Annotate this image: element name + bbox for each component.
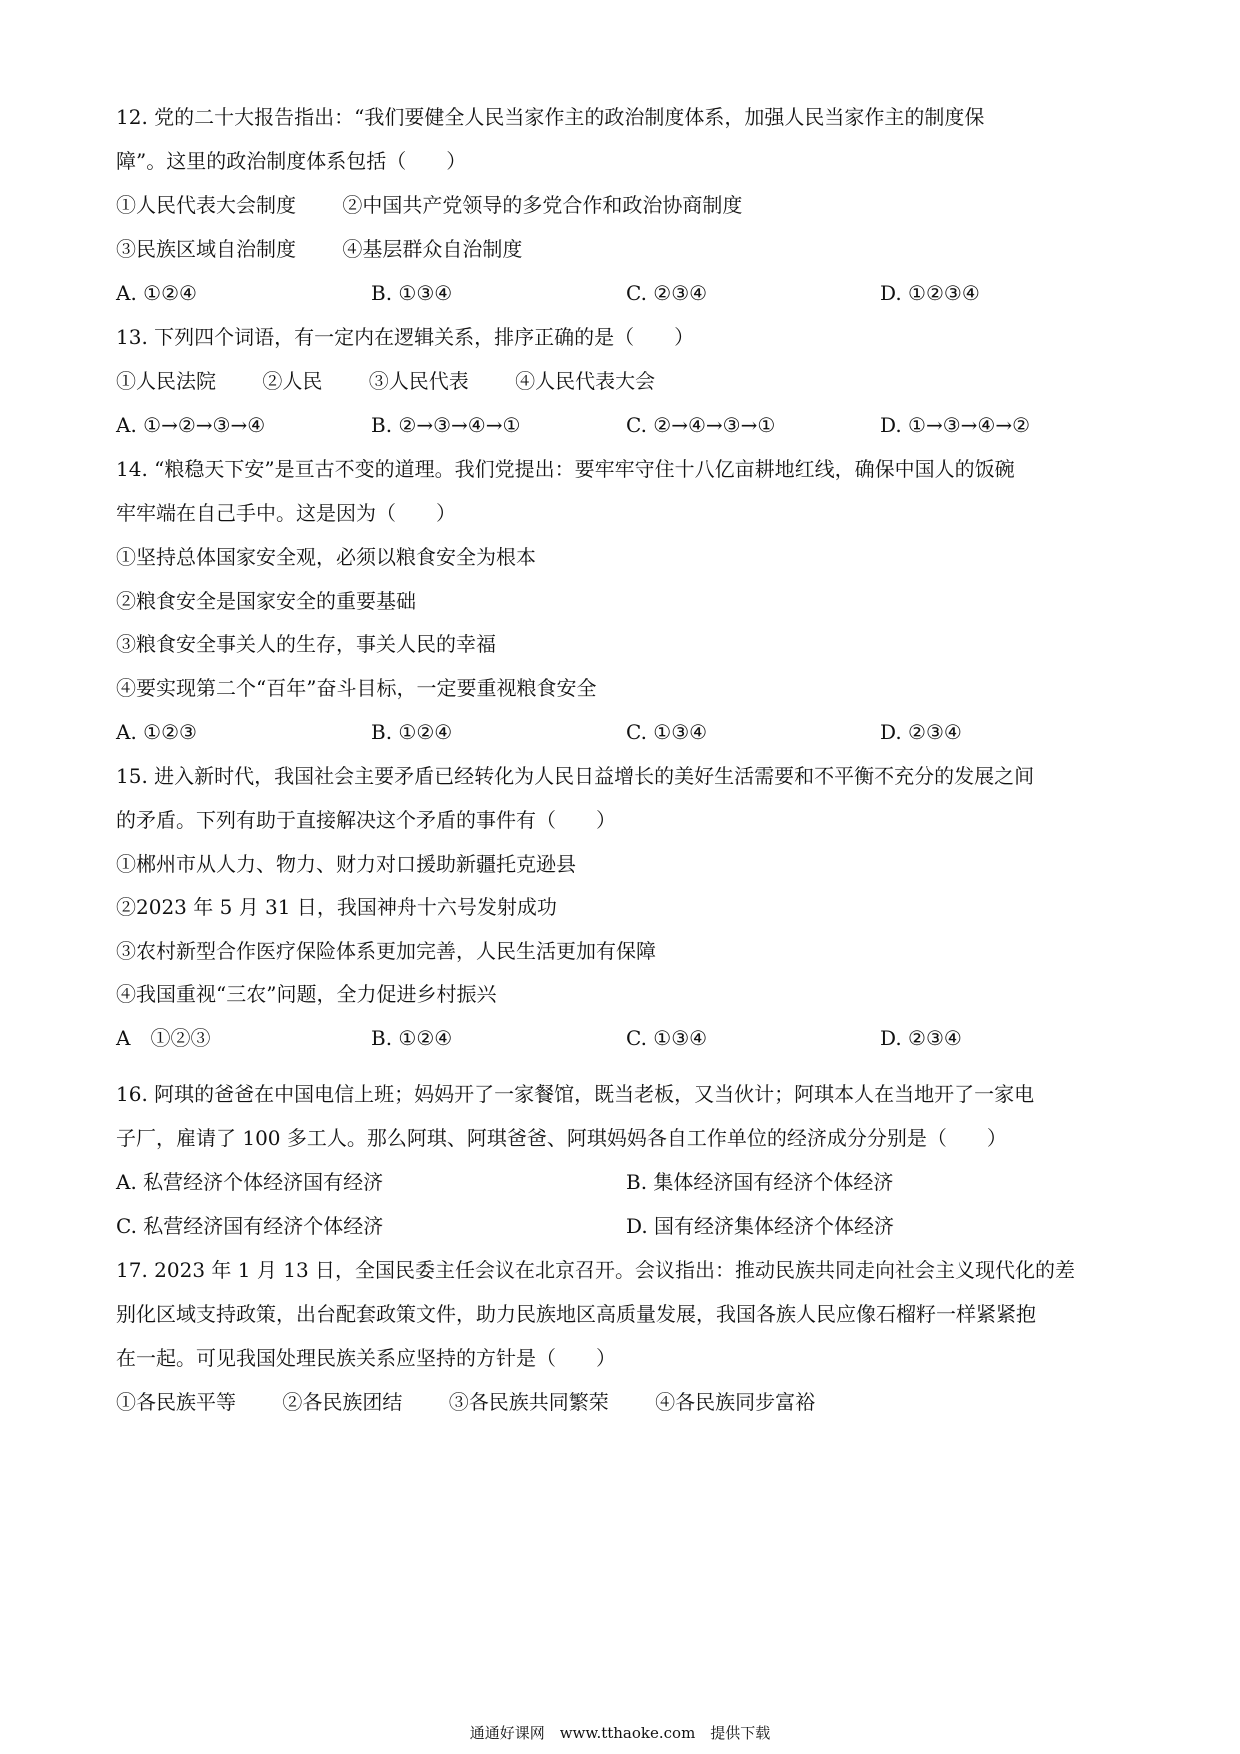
q17-stem-line1: 17. 2023 年 1 月 13 日，全国民委主任会议在北京召开。会议指出：推动民族共同走向社会主义现代化的差 — [116, 1258, 1076, 1282]
q17-stem-line3: 在一起。可见我国处理民族关系应坚持的方针是（ ） — [116, 1346, 616, 1370]
q15-option-c: C. ①③④ — [626, 1026, 708, 1050]
q14-option-c: C. ①③④ — [626, 720, 708, 744]
q14-option-d: D. ②③④ — [880, 720, 962, 744]
q12-item-1: ①人民代表大会制度 — [116, 193, 296, 217]
q13-item-4: ④人民代表大会 — [515, 369, 656, 393]
q13-item-1: ①人民法院 — [116, 369, 216, 393]
q12-item-2: ②中国共产党领导的多党合作和政治协商制度 — [342, 193, 743, 217]
q12-items-row2 — [116, 235, 522, 263]
q15-option-b: B. ①②④ — [371, 1026, 453, 1050]
q17-stem-line2: 别化区域支持政策，出台配套政策文件，助力民族地区高质量发展，我国各族人民应像石榴籽一样紧紧抱 — [116, 1302, 1036, 1326]
q17-item-3: ③各民族共同繁荣 — [448, 1390, 609, 1414]
q14-item-3: ③粮食安全事关人的生存，事关人民的幸福 — [116, 632, 496, 656]
q14-stem-line2: 牢牢端在自己手中。这是因为（ ） — [116, 501, 456, 525]
q14-option-a: A. ①②③ — [116, 720, 197, 744]
q16-stem-line2: 子厂，雇请了 100 多工人。那么阿琪、阿琪爸爸、阿琪妈妈各自工作单位的经济成分分别是（ ） — [116, 1126, 1007, 1150]
q13-stem-line1: 13. 下列四个词语，有一定内在逻辑关系，排序正确的是（ ） — [116, 325, 695, 349]
q17-items — [116, 1388, 815, 1416]
q14-item-4: ④要实现第二个“百年”奋斗目标，一定要重视粮食安全 — [116, 676, 597, 700]
q15-item-1: ①郴州市从人力、物力、财力对口援助新疆托克逊县 — [116, 852, 576, 876]
q12-item-4: ④基层群众自治制度 — [342, 237, 523, 261]
q16-option-b: B. 集体经济国有经济个体经济 — [626, 1170, 894, 1194]
q17-item-4: ④各民族同步富裕 — [655, 1390, 816, 1414]
q17-item-2: ②各民族团结 — [282, 1390, 403, 1414]
q16-option-d: D. 国有经济集体经济个体经济 — [626, 1214, 895, 1238]
q13-items — [116, 367, 655, 395]
q15-item-3: ③农村新型合作医疗保险体系更加完善，人民生活更加有保障 — [116, 939, 656, 963]
page-footer: 通通好课网 www.tthaoke.com 提供下载 — [469, 1724, 771, 1742]
q15-item-4: ④我国重视“三农”问题，全力促进乡村振兴 — [116, 982, 497, 1006]
q14-stem-line1: 14. “粮稳天下安”是亘古不变的道理。我们党提出：要牢牢守住十八亿亩耕地红线，确保中国人的饭碗 — [116, 457, 1015, 481]
q12-item-3: ③民族区域自治制度 — [116, 237, 296, 261]
q15-option-d: D. ②③④ — [880, 1026, 962, 1050]
q13-item-3: ③人民代表 — [368, 369, 469, 393]
q15-option-a: A ①②③ — [116, 1026, 211, 1050]
q16-option-c: C. 私营经济国有经济个体经济 — [116, 1214, 384, 1238]
q13-option-a: A. ①→②→③→④ — [116, 413, 266, 437]
q13-item-2: ②人民 — [262, 369, 323, 393]
q15-item-2: ②2023 年 5 月 31 日，我国神舟十六号发射成功 — [116, 895, 557, 919]
q12-option-b: B. ①③④ — [371, 281, 453, 305]
q15-stem-line2: 的矛盾。下列有助于直接解决这个矛盾的事件有（ ） — [116, 808, 616, 832]
q13-option-d: D. ①→③→④→② — [880, 413, 1031, 437]
q12-option-c: C. ②③④ — [626, 281, 708, 305]
q14-item-2: ②粮食安全是国家安全的重要基础 — [116, 589, 416, 613]
q16-stem-line1: 16. 阿琪的爸爸在中国电信上班；妈妈开了一家餐馆，既当老板，又当伙计；阿琪本人在当地开了一家电 — [116, 1082, 1035, 1106]
q13-option-b: B. ②→③→④→① — [371, 413, 521, 437]
q13-option-c: C. ②→④→③→① — [626, 413, 776, 437]
q17-item-1: ①各民族平等 — [116, 1390, 236, 1414]
q12-option-d: D. ①②③④ — [880, 281, 980, 305]
q14-item-1: ①坚持总体国家安全观，必须以粮食安全为根本 — [116, 545, 536, 569]
q12-stem-line2: 障”。这里的政治制度体系包括（ ） — [116, 149, 467, 173]
q12-option-a: A. ①②④ — [116, 281, 197, 305]
q15-stem-line1: 15. 进入新时代，我国社会主要矛盾已经转化为人民日益增长的美好生活需要和不平衡不充分的发展之间 — [116, 764, 1035, 788]
q16-option-a: A. 私营经济个体经济国有经济 — [116, 1170, 384, 1194]
q14-option-b: B. ①②④ — [371, 720, 453, 744]
q12-stem-line1: 12. 党的二十大报告指出：“我们要健全人民当家作主的政治制度体系，加强人民当家作主的制度保 — [116, 105, 985, 129]
q12-items-row1 — [116, 191, 742, 219]
